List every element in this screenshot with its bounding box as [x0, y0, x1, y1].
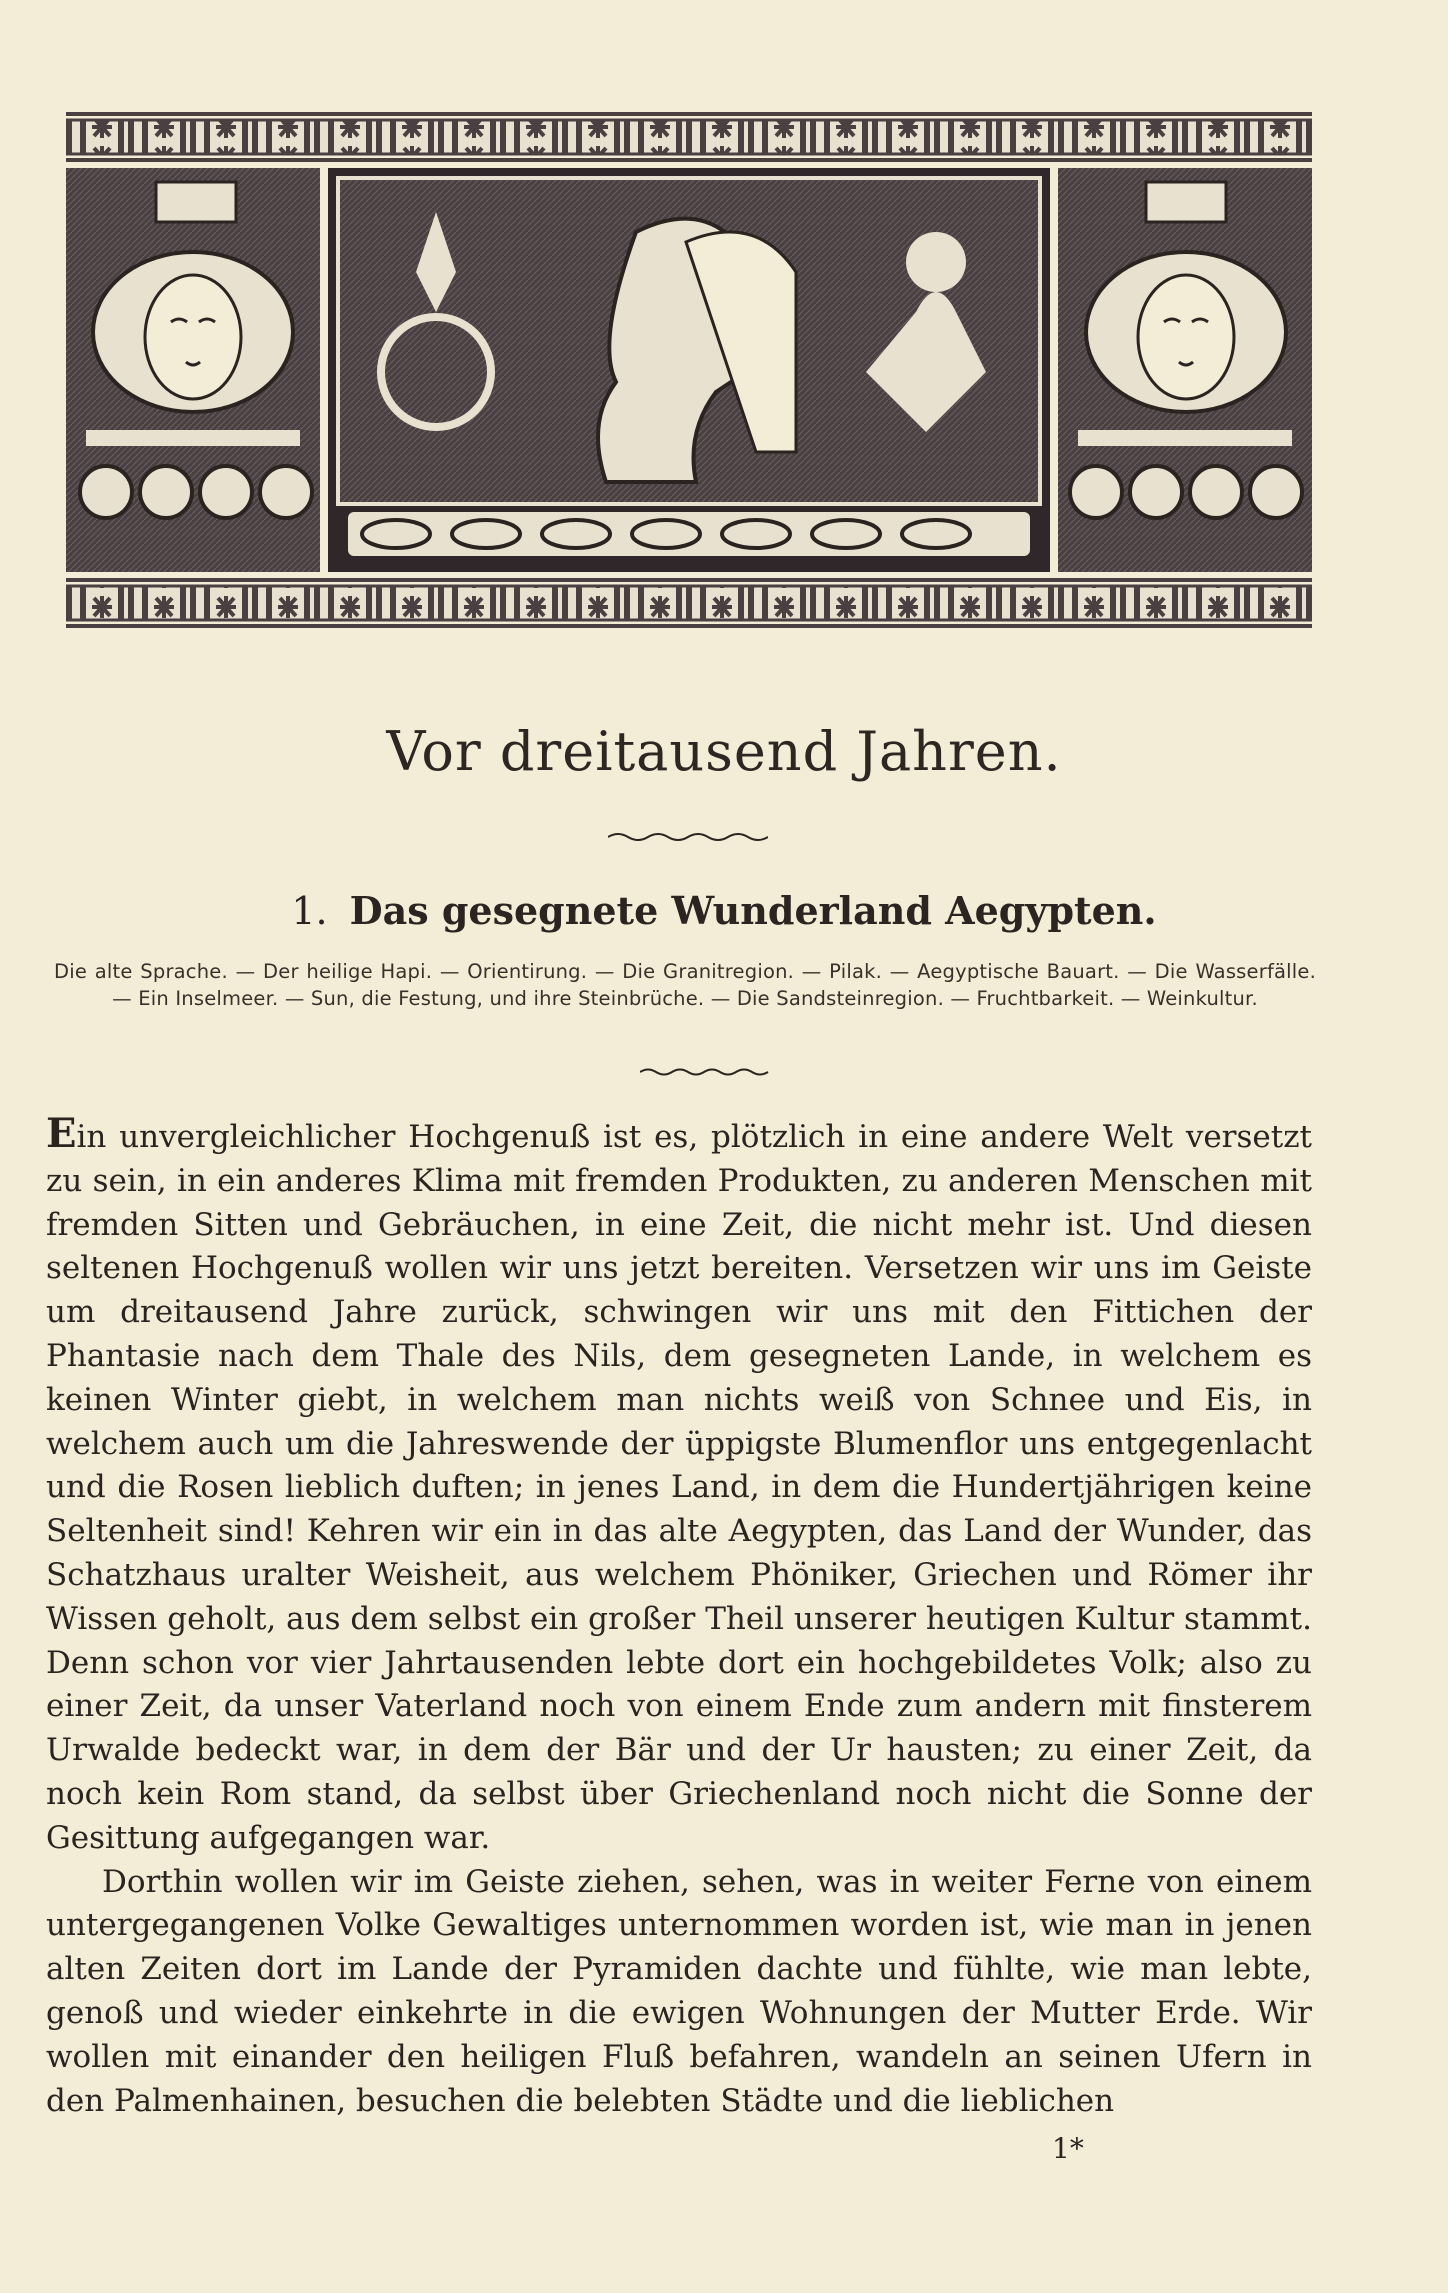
- hathor-head-icon: [66, 168, 320, 572]
- page-number: 1*: [1052, 2132, 1084, 2165]
- chapter-number: 1.: [291, 889, 328, 933]
- initial-letter: E: [46, 1110, 77, 1157]
- chapter-title: Das gesegnete Wunderland Aegypten.: [349, 888, 1157, 933]
- paragraph: Dorthin wollen wir im Geiste ziehen, sehen, was in weiter Ferne von einem untergegangenen Volke Gewaltiges unternommen worden ist, wie man in jenen alten Zeiten dort im Lande der Pyramiden dachte und fühlte, wie man lebte, genoß und wieder einkehrte in die ewigen Wohnungen der Mutter Erde. Wir wollen mit einander den heiligen Fluß befahren, wandeln an seinen Ufern in den Palmenhainen, besuchen die belebten Städte und die lieblichen: [46, 1863, 1312, 2119]
- chapter-heading: [0, 888, 1448, 933]
- paragraph: [46, 1112, 1312, 1861]
- chapter-summary: Die alte Sprache. — Der heilige Hapi. — Orientirung. — Die Granitregion. — Pilak. — Aegyptische Bauart. — Die Wasserfälle. — Ein Inselmeer. — Sun, die Festung, und ihre Steinbrüche. — Die Sandsteinregion. — Fruchtbarkeit. — Weinkultur.: [54, 960, 1316, 1010]
- summary-divider-icon: [640, 1066, 770, 1078]
- title-divider-icon: [608, 830, 768, 844]
- egyptian-ornament-banner-icon: [66, 112, 1312, 630]
- hathor-head-icon-right: [1058, 168, 1312, 572]
- egyptian-queen-profile-icon: [328, 168, 1050, 572]
- body-text: [46, 1112, 1312, 2123]
- paragraph-text: in unvergleichlicher Hochgenuß ist es, plötzlich in eine andere Welt versetzt zu sein, in ein anderes Klima mit fremden Produkten, zu anderen Menschen mit fremden Sitten und Gebräuchen, in eine Zeit, die nicht mehr ist. Und diesen seltenen Hochgenuß wollen wir uns jetzt bereiten. Versetzen wir uns im Geiste um dreitausend Jahre zurück, schwingen wir uns mit den Fittichen der Phantasie nach dem Thale des Nils, dem gesegneten Lande, in welchem es keinen Winter giebt, in welchem man nichts weiß von Schnee und Eis, in welchem auch um die Jahreswende der üppigste Blumenflor uns entgegenlacht und die Rosen lieblich duften; in jenes Land, in dem die Hundertjährigen keine Seltenheit sind! Kehren wir ein in das alte Aegypten, das Land der Wunder, das Schatzhaus uralter Weisheit, aus welchem Phöniker, Griechen und Römer ihr Wissen geholt, aus dem selbst ein großer Theil unserer heutigen Kultur stammt. Denn schon vor vier Jahrtausenden lebte dort ein hochgebildetes Volk; also zu einer Zeit, da unser Vaterland noch von einem Ende zum andern mit finsterem Urwalde bedeckt war, in dem der Bär und der Ur hausten; zu einer Zeit, da noch kein Rom stand, da selbst über Griechenland noch nicht die Sonne der Gesittung aufgegangen war.: [46, 1119, 1312, 1856]
- page-title: Vor dreitausend Jahren.: [386, 720, 1062, 783]
